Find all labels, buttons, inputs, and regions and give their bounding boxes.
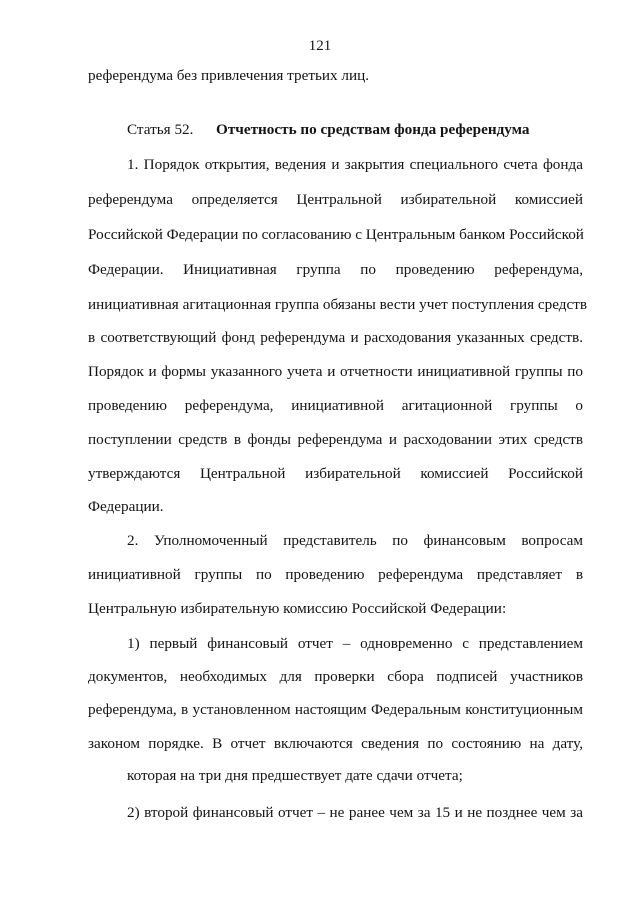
text-line: поступлении средств в фонды референдума и расходовании этих средств — [88, 431, 583, 448]
text-line: 2. Уполномоченный представитель по финансовым вопросам — [127, 532, 583, 549]
text-line: документов, необходимых для проверки сбора подписей участников — [88, 668, 583, 685]
page-number: 121 — [308, 38, 332, 54]
article-number: Статья 52. — [127, 121, 194, 138]
text-line: 1. Порядок открытия, ведения и закрытия специального счета фонда — [127, 156, 583, 173]
text-line: Центральную избирательную комиссию Российской Федерации: — [88, 600, 507, 617]
text-line: Федерации. — [88, 498, 164, 515]
text-line: Российской Федерации по согласованию с Центральным банком Российской — [88, 226, 584, 243]
text-line: референдума, в установленном настоящим Федеральным конституционным — [88, 701, 583, 718]
text-line: законом порядке. В отчет включаются сведения по состоянию на дату, — [88, 735, 583, 752]
text-line: 2) второй финансовый отчет – не ранее чем за 15 и не позднее чем за — [127, 804, 583, 821]
text-line: проведению референдума, инициативной агитационной группы о — [88, 397, 583, 414]
text-line: в соответствующий фонд референдума и расходования указанных средств. — [88, 329, 583, 346]
text-line: которая на три дня предшествует дате сдачи отчета; — [127, 767, 463, 784]
text-line: референдума без привлечения третьих лиц. — [88, 67, 370, 84]
text-line: инициативная агитационная группа обязаны вести учет поступления средств — [88, 296, 588, 313]
text-line: 1) первый финансовый отчет – одновременно с представлением — [127, 635, 583, 652]
text-line: референдума определяется Центральной избирательной комиссией — [88, 191, 583, 208]
text-line: Федерации. Инициативная группа по проведению референдума, — [88, 261, 583, 278]
article-title: Отчетность по средствам фонда референдума — [216, 121, 530, 138]
text-line: Порядок и формы указанного учета и отчетности инициативной группы по — [88, 363, 583, 380]
text-line: инициативной группы по проведению референдума представляет в — [88, 566, 583, 583]
text-line: утверждаются Центральной избирательной комиссией Российской — [88, 465, 583, 482]
